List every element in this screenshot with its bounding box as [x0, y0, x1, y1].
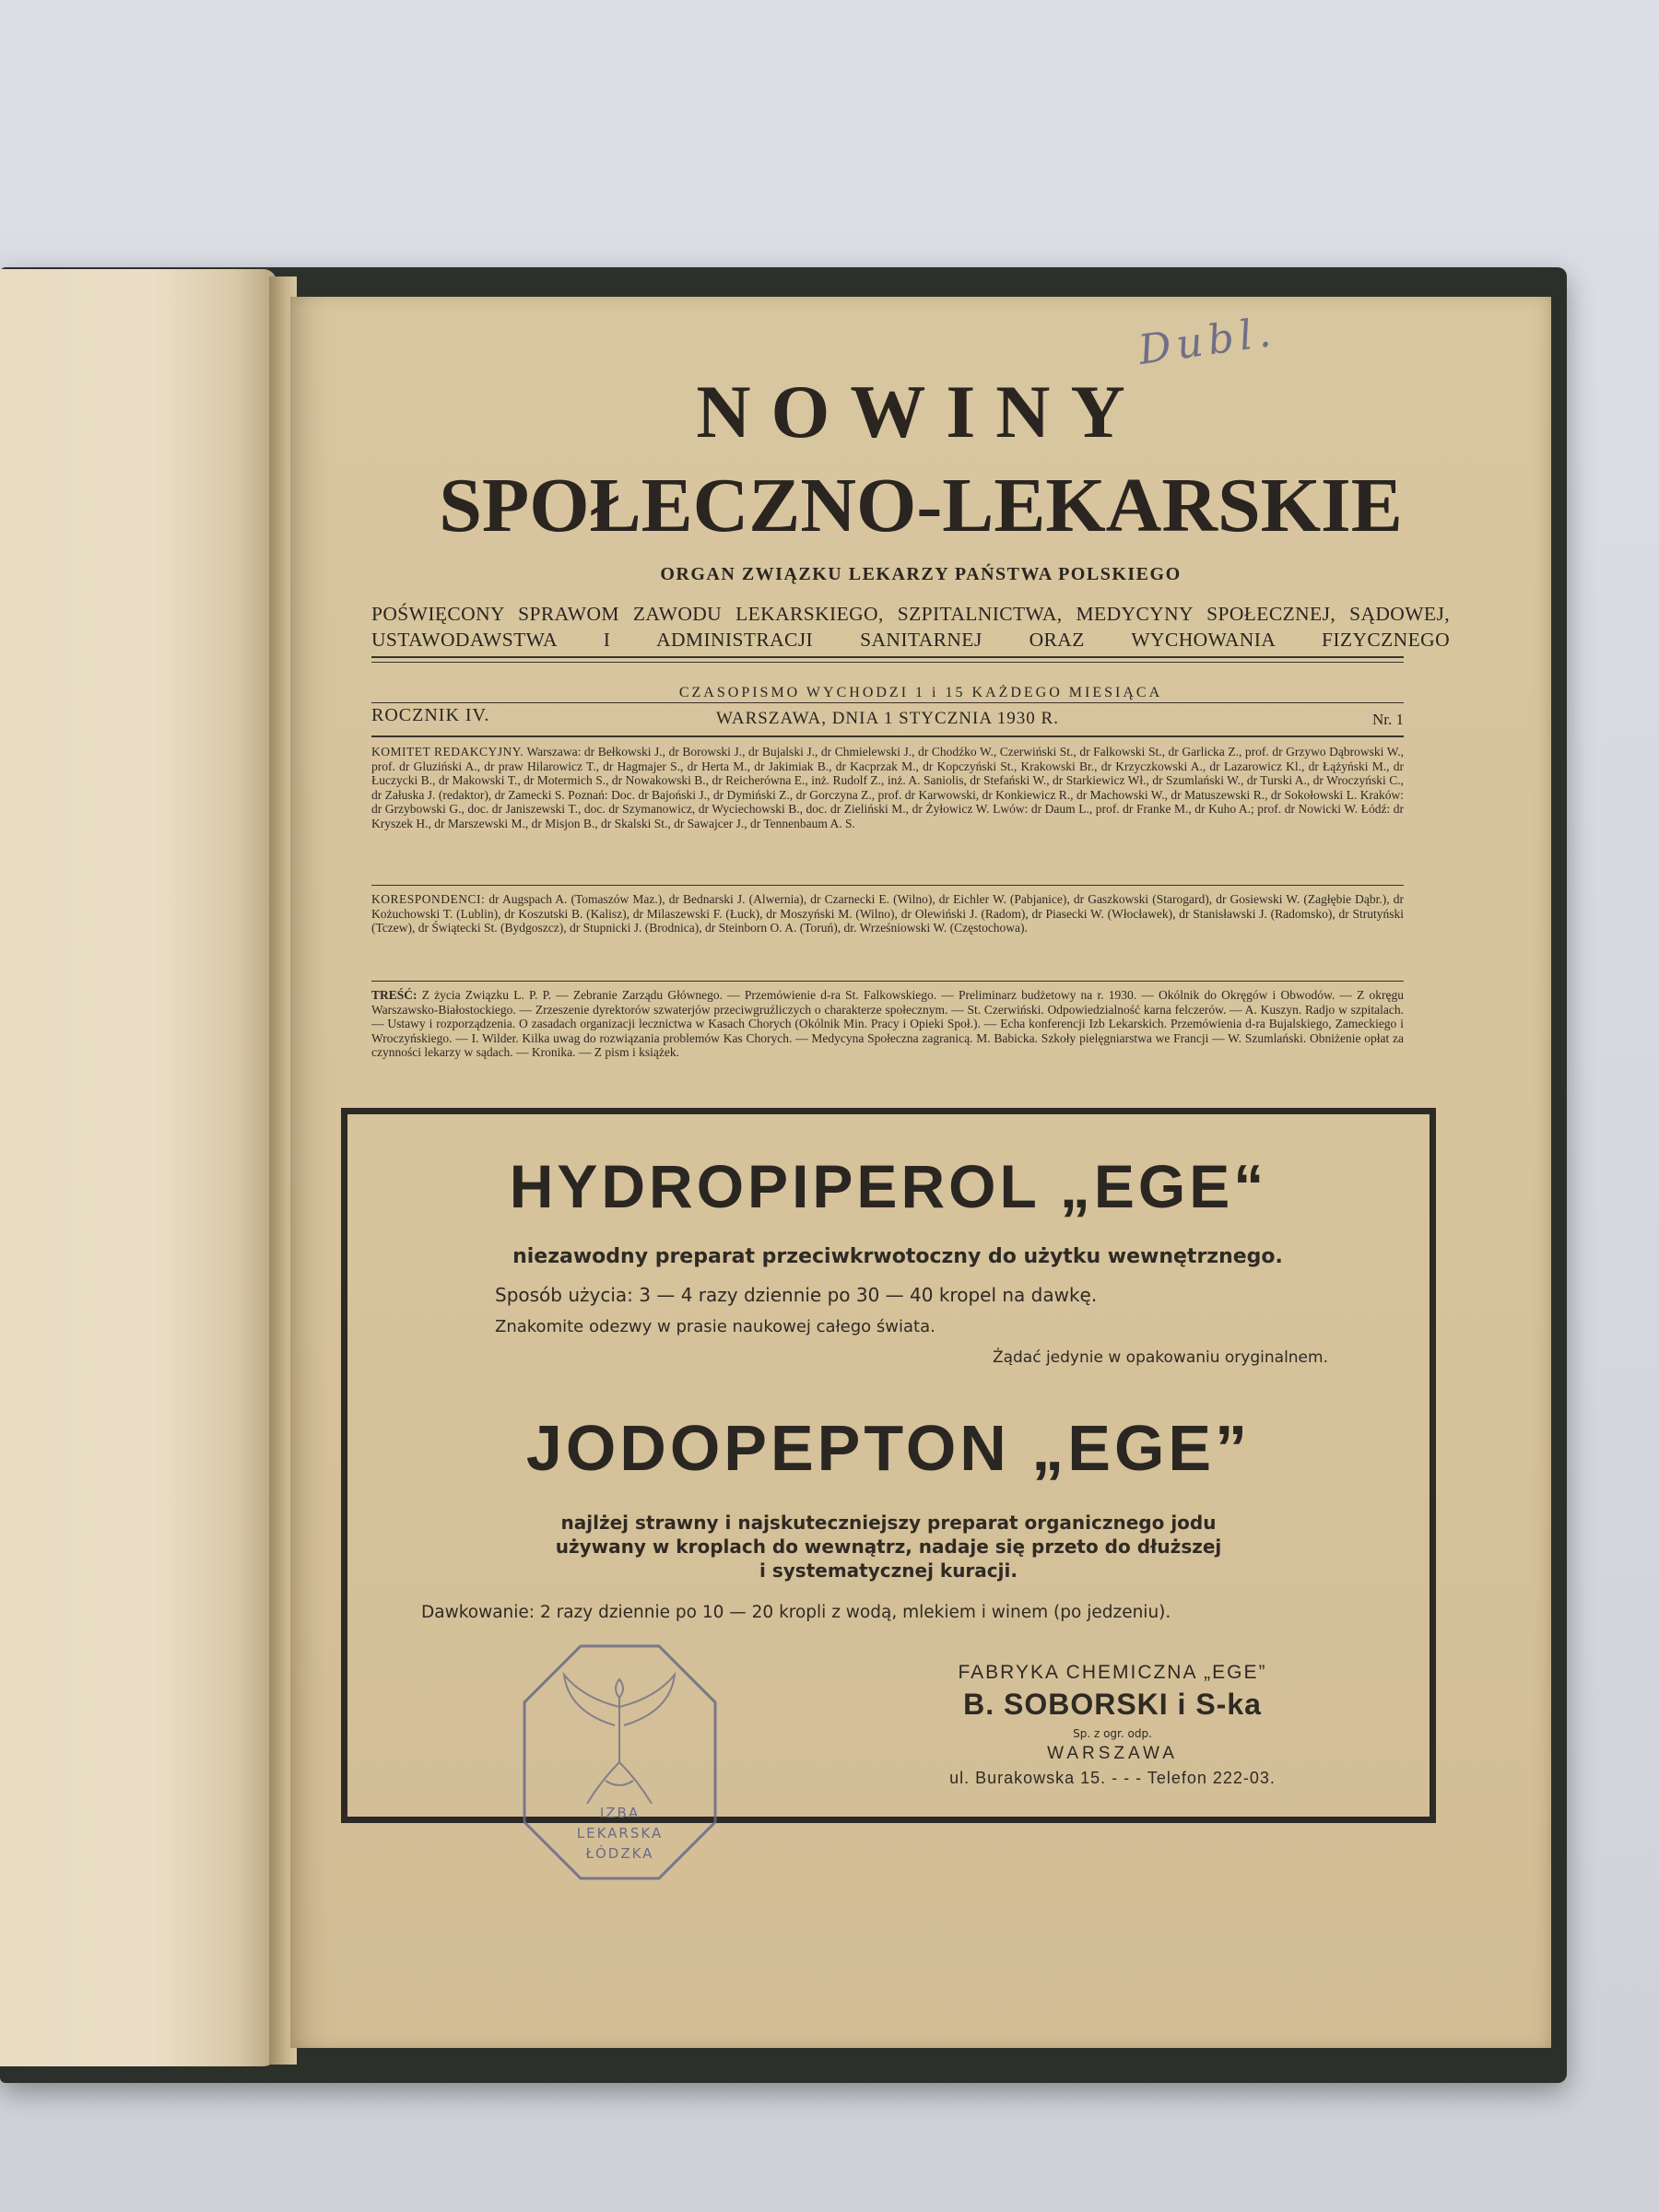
product2-dosage-label: Dawkowanie: [421, 1603, 535, 1622]
product1-dosage [495, 1284, 1097, 1306]
correspondents-text: dr Augspach A. (Tomaszów Maz.), dr Bednarski J. (Alwernia), dr Czarnecki E. (Wilno), dr Eichler W. (Pabjanice), dr Gaszkowski (Starogard), dr Gosiewski W. (Zagłębie Dąbr.), dr Kożuchowski T. (Lublin), dr Koszutski B. (Kalisz), dr Milaszewski F. (Łuck), dr Moszyński M. (Wilno), dr Olewiński J. (Radom), dr Piasecki W. (Włocławek), dr Stanisławski J. (Radomsko), dr Strutyński (Tczew), dr Świątecki St. (Bydgoszcz), dr Stupnicki J. (Brodnica), dr Steinborn O. A. (Toruń), dr. Wrześniowski W. (Częstochowa). [371, 892, 1404, 935]
divider [371, 885, 1404, 886]
journal-page [290, 297, 1551, 2048]
volume-label: ROCZNIK IV. [371, 705, 490, 725]
library-stamp [521, 1642, 719, 1882]
divider [371, 656, 1404, 658]
divider [371, 735, 1404, 737]
publication-frequency: CZASOPISMO WYCHODZI 1 i 15 KAŻDEGO MIESIĄCA [678, 685, 1163, 700]
handwritten-note: Dubl. [1135, 308, 1279, 374]
company-city: WARSZAWA [1047, 1744, 1178, 1763]
issue-info-row [371, 705, 1404, 733]
masthead-organ: ORGAN ZWIĄZKU LEKARZY PAŃSTWA POLSKIEGO [660, 564, 1182, 584]
product1-dosage-label: Sposób użycia: [495, 1284, 633, 1306]
contents-text: Z życia Związku L. P. P. — Zebranie Zarządu Głównego. — Przemówienie d-ra St. Falkowskiego. — Preliminarz budżetowy na r. 1930. — Okólnik do Okręgów i Obwodów. — Z okręgu Warszawsko-Białostockiego. — Zrzeszenie dyrektorów szwaterjów przeciwgruźliczych o charakterze społecznym. — St. Czerwiński. Odpowiedzialność karna felczerów. — A. Kuszyn. Radjo w szpitalach. — Ustawy i rozporządzenia. O zasadach organizacji lecznictwa w Kasach Chorych (Okólnik Min. Pracy i Opieki Społ.). — Echa konferencji Izb Lekarskich. Przemówienia d-ra Bujalskiego, Zameckiego i Wroczyńskiego. — I. Wilder. Kilka uwag do rozwiązania problemów Kas Chorych. — Medycyna Społeczna zagranicą. M. Babicka. Szkoły pielęgniarstwa we Francji — W. Szumlański. Obniżenie opłat za czynności lekarzy w sądach. — Kronika. — Z pism i książek. [371, 988, 1404, 1059]
company-address: ul. Burakowska 15. - - - Telefon 222-03. [949, 1769, 1276, 1787]
product2-dosage [421, 1603, 1171, 1622]
table-of-contents [371, 988, 1404, 1060]
issue-number: Nr. 1 [1372, 711, 1404, 728]
product2-desc-line2: używany w kroplach do wewnątrz, nadaje się przeto do dłuższej [555, 1535, 1222, 1558]
product2-desc-line3: i systematycznej kuracji. [759, 1559, 1018, 1582]
contents-label: TREŚĆ: [371, 988, 418, 1002]
product1-dosage-text: 3 — 4 razy dziennie po 30 — 40 kropel na dawkę. [639, 1284, 1098, 1306]
divider [371, 662, 1404, 663]
divider [371, 981, 1404, 982]
product1-demand: Żądać jedynie w opakowaniu oryginalnem. [992, 1348, 1328, 1367]
issue-date: WARSZAWA, DNIA 1 STYCZNIA 1930 R. [716, 709, 1059, 728]
product2-dosage-text: 2 razy dziennie po 10 — 20 kropli z wodą, mlekiem i winem (po jedzeniu). [539, 1603, 1171, 1622]
product2-name: JODOPEPTON „EGE” [525, 1412, 1252, 1484]
product2-desc-line1: najlżej strawny i najskuteczniejszy preparat organicznego jodu [560, 1512, 1217, 1534]
editorial-committee-text: Warszawa: dr Bełkowski J., dr Borowski J., dr Bujalski J., dr Chmielewski J., dr Chodźko W., Czerwiński St., dr Falkowski St., dr Garlicka Z., prof. dr Grzywo Dąbrowski W., prof. dr Gluziński A., dr praw Hilarowicz T., dr Hagmajer S., dr Herta M., dr Jakimiak B., dr Kacprzak M., dr Kopczyński St., Krakowski Br., dr Krzyczkowski A., dr Lazarowicz Kl., dr Łążyński M., dr Łuczycki B., dr Makowski T., dr Motermich S., dr Nowakowski B., dr Reicherówna E., inż. Rudolf Z., inż. A. Saniolis, dr Stefański W., dr Starkiewicz Wł., dr Szumlański W., dr Turski A., dr Wroczyński C., dr Załuska J. (redaktor), dr Zamecki S. Poznań: Doc. dr Bajoński J., dr Dymiński Z., dr Gorczyna Z., prof. dr Karwowski, dr Konkiewicz R., dr Machowski W., dr Matuszewski R., dr Sokołowski L. Kraków: dr Grzybowski G., doc. dr Janiszewski T., doc. dr Szymanowicz, dr Wyciechowski B., doc. dr Zieliński M., dr Żyłowicz W. Lwów: dr Daum L., prof. dr Franke M., dr Kuho A.; prof. dr Nowicki W. Łódź: dr Kryszek H., dr Marszewski M., dr Misjon B., dr Skalski St., dr Sawajcer J., dr Tennenbaum A. S. [371, 745, 1404, 830]
advertisement-frame [341, 1108, 1436, 1823]
company-name: B. SOBORSKI i S-ka [963, 1688, 1262, 1721]
masthead-title-line1: NOWINY [696, 370, 1146, 453]
correspondents-label: KORESPONDENCI: [371, 892, 486, 906]
correspondents [371, 892, 1404, 935]
product1-name: HYDROPIPEROL „EGE“ [509, 1152, 1268, 1220]
stamp-line3: ŁÓDZKA [585, 1845, 654, 1862]
editorial-committee-label: KOMITET REDAKCYJNY. [371, 745, 524, 759]
stamp-line1: IZBA [599, 1805, 641, 1821]
company-type: Sp. z ogr. odp. [1073, 1727, 1152, 1740]
factory-label: FABRYKA CHEMICZNA „EGE” [958, 1662, 1267, 1683]
product1-description: niezawodny preparat przeciwkrwotoczny do użytku wewnętrznego. [512, 1245, 1283, 1268]
masthead-title-line2: SPOŁECZNO-LEKARSKIE [439, 463, 1403, 548]
editorial-committee [371, 745, 1404, 830]
product2-description [347, 1511, 1430, 1583]
stamp-line2: LEKARSKA [576, 1825, 664, 1841]
product1-praise: Znakomite odezwy w prasie naukowej całego świata. [495, 1317, 935, 1336]
left-page [0, 269, 276, 2066]
divider [371, 702, 1404, 703]
masthead-dedication: POŚWIĘCONY SPRAWOM ZAWODU LEKARSKIEGO, SZPITALNICTWA, MEDYCYNY SPOŁECZNEJ, SĄDOWEJ, USTAWODAWSTWA I ADMINISTRACJI SANITARNEJ ORAZ WYCHOWANIA FIZYCZNEGO [371, 603, 1450, 651]
